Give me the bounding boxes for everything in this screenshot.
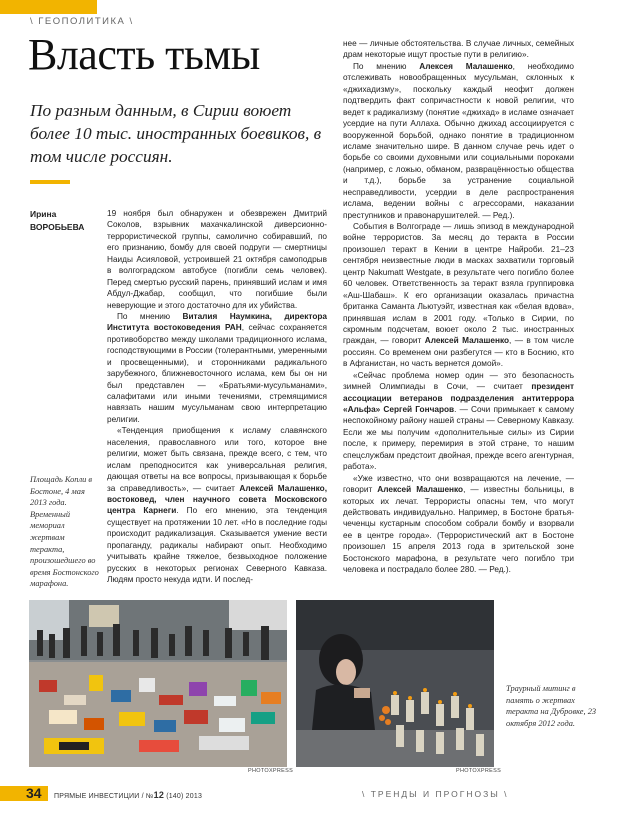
- text-column-1: [107, 208, 327, 585]
- paragraph: События в Волгограде — лишь эпизод в международной войне террористов. За месяц до теракта в России произошел теракт в Кении в центре Найроби. 21–23 сентября неизвестные люди в масках захватили торговый центр Nakumatt Westgate, в результате чего погибло более 60 человек. Ответственность за теракт взяла группировка «Аш-Шабаш». К его организации оказалась причастна британка Саманта Льютуэйт, известная как «белая вдова», принявшая ислам в 2001 году. «Только в Сирии, по скромным подсчетам, воюет около 2 тыс. иностранных граждан, — говорит Алексей Малашенко, — в том числе россиян. Со временем они разбегутся — кто в Боснию, кто в Афганистан, но часть вернется домой».: [343, 222, 574, 369]
- section-name: \ ТРЕНДЫ И ПРОГНОЗЫ \: [362, 789, 509, 799]
- article-title: Власть тьмы: [28, 30, 260, 79]
- issue-details: (140) 2013: [166, 793, 203, 800]
- paragraph: «Уже известно, что они возвращаются на лечение, — говорит Алексей Малашенко, — известны больницы, в которых их лечат. Террористы опасны тем, что могут действовать индивидуально. Например, в Бостоне братья-чеченцы кустарным способом собрали бомбу и взорвали ее в центре города». (Террористический акт в Бостоне произошел 15 апреля 2013 года в зрительской зоне Бостонского марафона, в результате чего погибло три человека и пострадало более 280. — Ред.).: [343, 473, 575, 575]
- paragraph: «Сейчас проблема номер один — это безопасность зимней Олимпиады в Сочи, — считает президент ассоциации ветеранов подразделения антитеррора «Альфа» Сергей Гончаров. — Сочи примыкает к самому неспокойному району нашей страны — Северному Кавказу. Если же мы получим «дополнительные силы» из Сирии после, к примеру, перемирия в этой стране, то нашим спецслужбам предстоит двойная, прежде всего агентурная, работа».: [343, 370, 575, 472]
- photo-credit: PHOTOXPRESS: [248, 768, 294, 774]
- publication-name: ПРЯМЫЕ ИНВЕСТИЦИИ: [54, 793, 140, 800]
- paragraph: 19 ноября был обнаружен и обезврежен Дмитрий Соколов, взрывник махачкалинской диверсионно-террористической группы, самолично собиравший, по его признанию, бомбу для своей подруги — смертницы Наиды Асияловой, устроившей 21 октября самоподрыв в волгоградском автобусе (погибли семь человек). Перед смертью русский парень, принявший ислам и имя Абдул-Джабар, сообщил, что погибшие были неверующие и этого достаточно для их убийства.: [107, 209, 327, 310]
- photo-credit: PHOTOXPRESS: [456, 768, 502, 774]
- paragraph: нее — личные обстоятельства. В случае личных, семейных драм некоторые ищут простые пути в религию».: [343, 39, 574, 60]
- lead-divider: [30, 180, 70, 184]
- issue-prefix: / №: [141, 793, 154, 800]
- paragraph: По мнению Виталия Наумкина, директора Института востоковедения РАН, сейчас сохраняется противоборство между школами традиционного ислама, господствующими в России (толерантными, умеренными и просвещенными), и сторонниками радикального зарубежного, ближневосточного ислама, кем бы он ни был представлен — «Братьями-мусульманами», салафитами или иными течениями, стремящимися навязать нашим мусульманам свою интерпретацию религии.: [107, 311, 327, 424]
- paragraph: «Тенденция приобщения к исламу славянского населения, православного или того, которое вне религии, может быть связана, прежде всего, с тем, что ислам преподносится как универсальная религия, дающая ответы на все вопросы, призывающая к борьбе за справедливость», — считает Алексей Малашенко, востоковед, член научного совета Московского центра Карнеги. По его мнению, эта тенденция существует на протяжении 10 лет. «Но в последние годы происходит радикализация. Сказывается умение вести пропаганду, радикалы набирают опыт. Необходимо учитывать крайне тяжелое, безвыходное положение русских в некоторых регионах Северного Кавказа. Людям просто некуда идти. И послед-: [107, 426, 327, 584]
- publication-info: [54, 790, 202, 800]
- photo-caption-left: Площадь Копли в Бостоне, 4 мая 2013 года. Временный мемориал жертвам теракта, произошедшего во время Бостонского марафона.: [30, 475, 99, 589]
- photo-dubrovka-mourning: [296, 600, 494, 767]
- photo-boston-memorial: [29, 600, 287, 767]
- author-byline: [30, 208, 84, 234]
- author-first-name: Ирина: [30, 209, 57, 219]
- author-last-name: ВОРОБЬЕВА: [30, 222, 85, 232]
- photo-caption-right: Траурный митинг в память о жертвах теракта на Дубровке, 23 октября 2012 года.: [506, 684, 597, 728]
- page-number: 34: [26, 785, 42, 801]
- article-lead: По разным данным, в Сирии воюет более 10 тыс. иностранных боевиков, в том числе россиян.: [30, 101, 322, 166]
- rubric: \ ГЕОПОЛИТИКА \: [30, 16, 134, 27]
- paragraph: По мнению Алексея Малашенко, необходимо отслеживать новообращенных мусульман, склонных к «джихадизму», поскольку каждый неофит должен подтвердить факт сопричастности к новой религии, что ведет к радикализму (понятие «джихад» в исламе означает усердие на пути Аллаха. Обычно джихад ассоциируется с вооруженной борьбой, однако понятие в традиционном исламе значительно шире. В данном случае речь идет о борьбе со своими духовными или социальными пороками (например, с ложью, обманом, разврацённостью общества и т.д.), борьбе за устранение социальной несправедливости, усердии в деле распространения ислама, ведении войны с агрессорами, наказании преступников и правонарушителей. — Ред.).: [343, 61, 574, 220]
- text-column-2: [343, 38, 574, 576]
- issue-number: 12: [153, 790, 165, 800]
- accent-bar: [0, 0, 97, 14]
